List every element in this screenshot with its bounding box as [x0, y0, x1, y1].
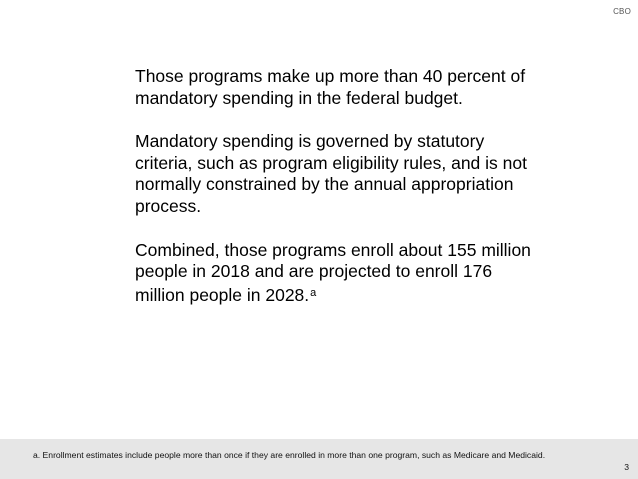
page-number: 3	[624, 462, 629, 472]
paragraph-enrollment-text: Combined, those programs enroll about 155 million people in 2018 and are projected to enroll 176 million people in 2028.	[135, 239, 531, 305]
paragraph-share-of-mandatory: Those programs make up more than 40 percent of mandatory spending in the federal budget.	[135, 66, 526, 108]
footnote-marker: a	[310, 286, 317, 299]
paragraph-enrollment	[135, 240, 535, 307]
paragraph-mandatory-definition: Mandatory spending is governed by statutory criteria, such as program eligibility rules, and is not normally constrained by the annual appropriation process.	[135, 131, 527, 216]
footer-bar	[0, 439, 638, 479]
footnote: a. Enrollment estimates include people more than once if they are enrolled in more than one program, such as Medicare and Medicaid.	[33, 450, 546, 460]
slide-body	[135, 66, 535, 306]
org-label: CBO	[613, 7, 631, 16]
